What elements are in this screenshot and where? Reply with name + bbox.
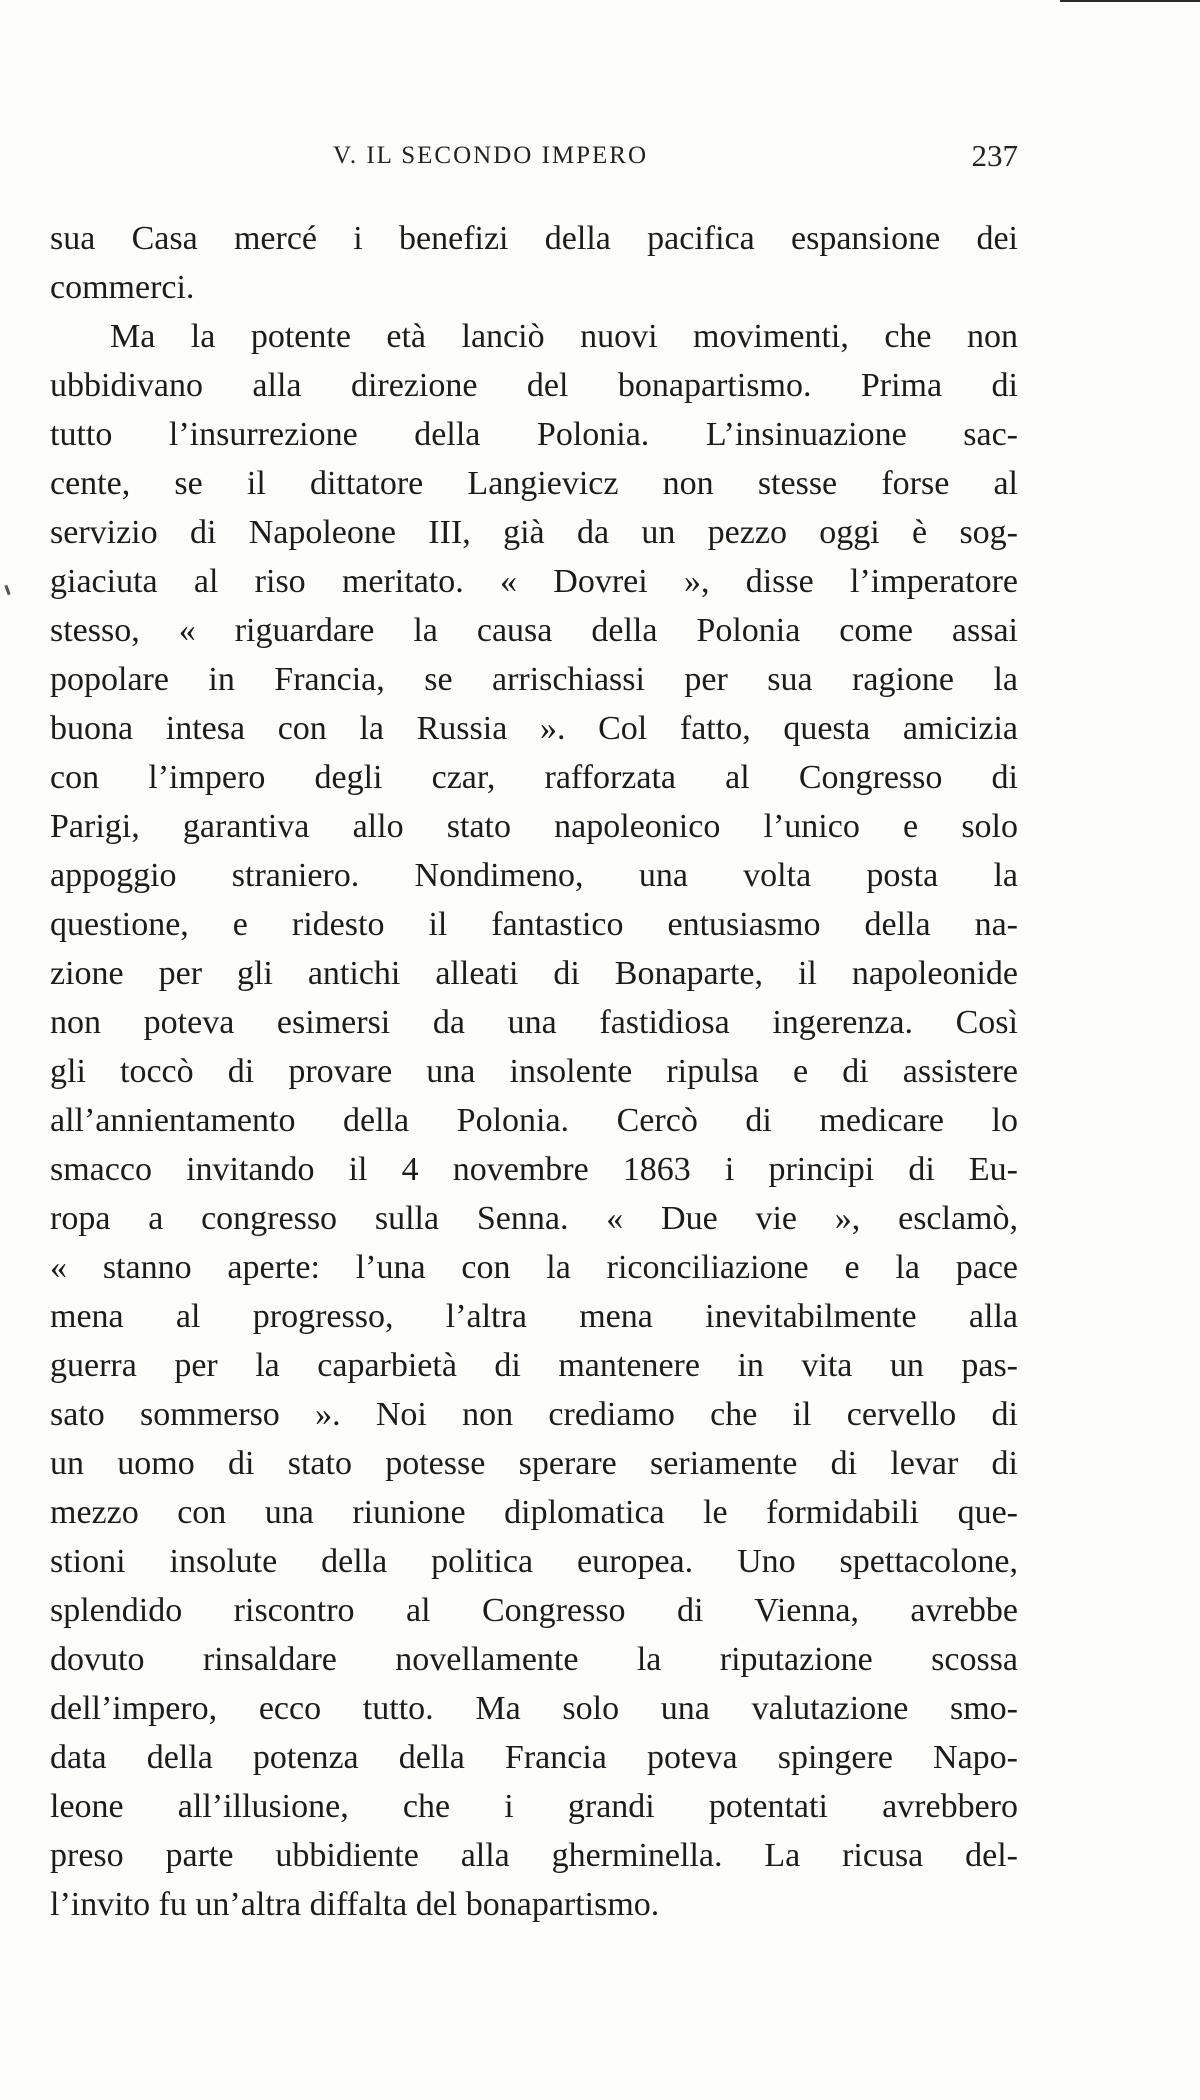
text-line: preso parte ubbidiente alla gherminella. La ricusa del- (50, 1837, 1018, 1874)
text-line: servizio di Napoleone III, già da un pezzo oggi è sog- (50, 514, 1018, 551)
text-line: buona intesa con la Russia ». Col fatto, questa amicizia (50, 710, 1018, 747)
text-line: l’invito fu un’altra diffalta del bonapartismo. (50, 1886, 660, 1923)
text-line: giaciuta al riso meritato. « Dovrei », disse l’imperatore (50, 563, 1018, 600)
text-line: smacco invitando il 4 novembre 1863 i principi di Eu- (50, 1151, 1018, 1188)
text-line: un uomo di stato potesse sperare seriamente di levar di (50, 1445, 1018, 1482)
text-line: sato sommerso ». Noi non crediamo che il cervello di (50, 1396, 1018, 1433)
text-line: sua Casa mercé i benefizi della pacifica espansione dei (50, 220, 1018, 257)
text-line: mezzo con una riunione diplomatica le formidabili que- (50, 1494, 1018, 1531)
page-edge-rule (1060, 0, 1200, 2)
text-line: cente, se il dittatore Langievicz non stesse forse al (50, 465, 1018, 502)
text-line: popolare in Francia, se arrischiassi per sua ragione la (50, 661, 1018, 698)
text-line: dell’impero, ecco tutto. Ma solo una valutazione smo- (50, 1690, 1018, 1727)
text-line: tutto l’insurrezione della Polonia. L’insinuazione sac- (50, 416, 1018, 453)
running-title: V. IL SECONDO IMPERO (333, 142, 649, 169)
text-line: questione, e ridesto il fantastico entusiasmo della na- (50, 906, 1018, 943)
text-line: guerra per la caparbietà di mantenere in vita un pas- (50, 1347, 1018, 1384)
text-line: commerci. (50, 269, 195, 306)
text-line: stesso, « riguardare la causa della Polonia come assai (50, 612, 1018, 649)
text-line: gli toccò di provare una insolente ripulsa e di assistere (50, 1053, 1018, 1090)
text-line: con l’impero degli czar, rafforzata al Congresso di (50, 759, 1018, 796)
text-line: Parigi, garantiva allo stato napoleonico l’unico e solo (50, 808, 1018, 845)
text-line: « stanno aperte: l’una con la riconciliazione e la pace (50, 1249, 1018, 1286)
text-line: dovuto rinsaldare novellamente la riputazione scossa (50, 1641, 1018, 1678)
text-line: data della potenza della Francia poteva spingere Napo- (50, 1739, 1018, 1776)
text-line: mena al progresso, l’altra mena inevitabilmente alla (50, 1298, 1018, 1335)
text-line: ubbidivano alla direzione del bonapartismo. Prima di (50, 367, 1018, 404)
text-line: appoggio straniero. Nondimeno, una volta posta la (50, 857, 1018, 894)
text-line: Ma la potente età lanciò nuovi movimenti, che non (110, 318, 1018, 355)
text-line: stioni insolute della politica europea. Uno spettacolone, (50, 1543, 1018, 1580)
body-text (50, 214, 1018, 1929)
text-line: splendido riscontro al Congresso di Vienna, avrebbe (50, 1592, 1018, 1629)
running-head (50, 138, 1018, 178)
text-line: non poteva esimersi da una fastidiosa ingerenza. Così (50, 1004, 1018, 1041)
text-line: all’annientamento della Polonia. Cercò di medicare lo (50, 1102, 1018, 1139)
margin-mark (4, 585, 10, 595)
text-line: zione per gli antichi alleati di Bonaparte, il napoleonide (50, 955, 1018, 992)
text-line: leone all’illusione, che i grandi potentati avrebbero (50, 1788, 1018, 1825)
text-line: ropa a congresso sulla Senna. « Due vie », esclamò, (50, 1200, 1018, 1237)
page-number: 237 (971, 138, 1018, 173)
